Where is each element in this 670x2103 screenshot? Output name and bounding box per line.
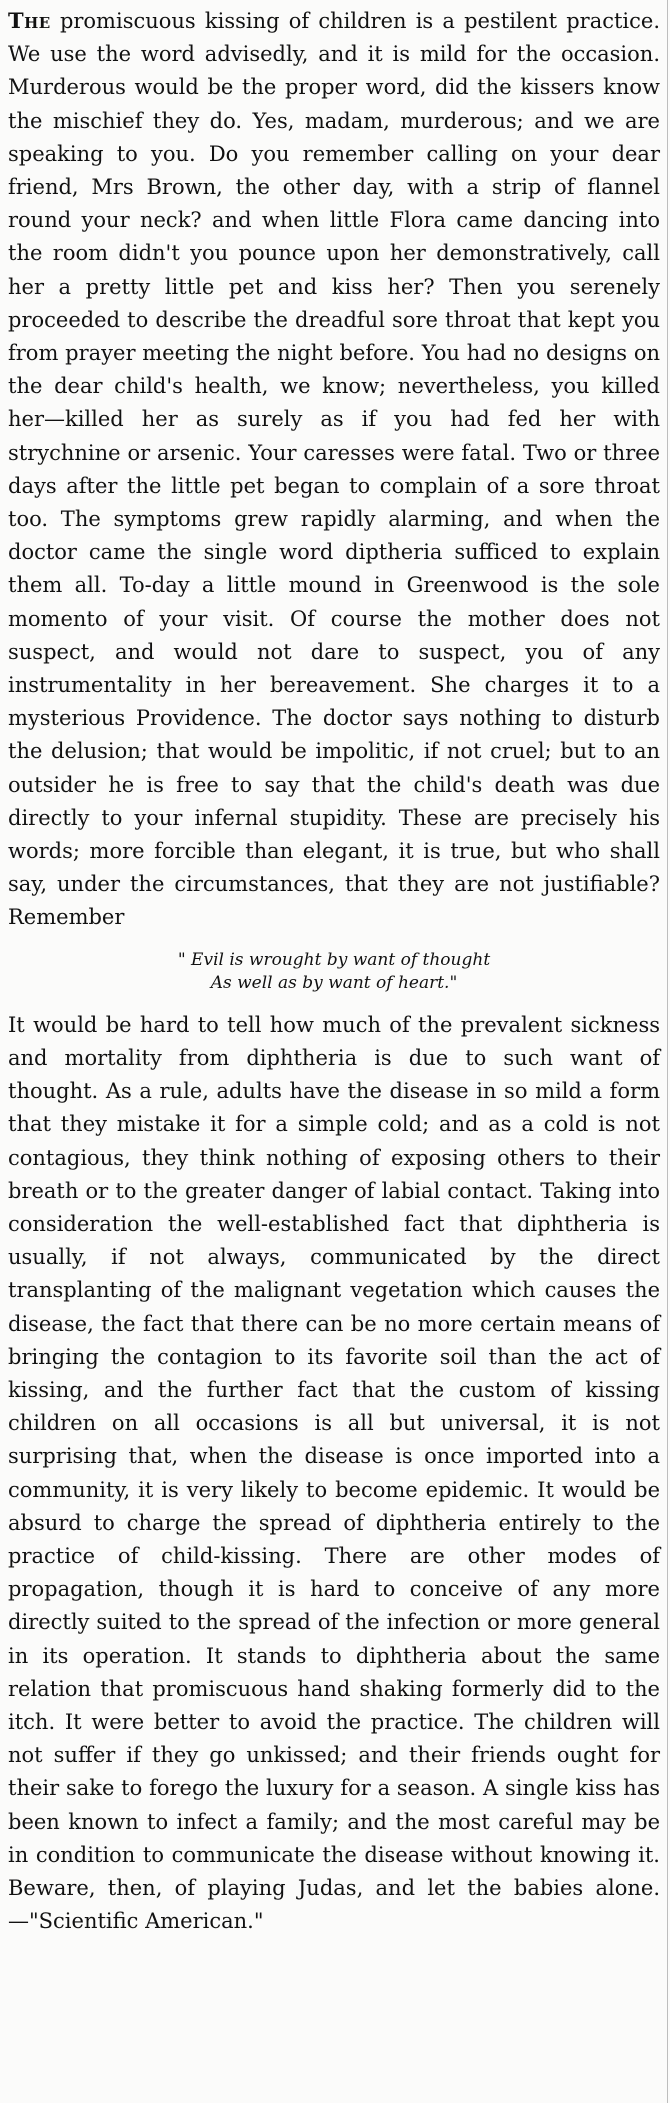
verse-quote xyxy=(8,949,660,995)
article-column xyxy=(8,4,660,1938)
column-rule xyxy=(667,0,668,2103)
quote-line-1: " Evil is wrought by want of thought xyxy=(177,949,491,970)
quote-line-2: As well as by want of heart." xyxy=(210,972,458,993)
paragraph-1-text: promiscuous kissing of children is a pestilent practice. We use the word advisedly, and it is mild for the occasion. Murderous would be the proper word, did the kissers know the mischief they do. Yes, madam, murderous; and we are speaking to you. Do you remember calling on your dear friend, Mrs Brown, the other day, with a strip of flannel round your neck? and when little Flora came dancing into the room didn't you pounce upon her demonstratively, call her a pretty little pet and kiss her? Then you serenely proceeded to describe the dreadful sore throat that kept you from prayer meeting the night before. You had no designs on the dear child's health, we know; nevertheless, you killed her—killed her as surely as if you had fed her with strychnine or arsenic. Your caresses were fatal. Two or three days after the little pet began to complain of a sore throat too. The symptoms grew rapidly alarming, and when the doctor came the single word diptheria sufficed to explain them all. To-day a little mound in Greenwood is the sole momento of your visit. Of course the mother does not suspect, and would not dare to suspect, you of any instrumentality in her bereavement. She charges it to a mysterious Providence. The doctor says nothing to disturb the delusion; that would be impolitic, if not cruel; but to an outsider he is free to say that the child's death was due directly to your infernal stupidity. These are precisely his words; more forcible than elegant, it is true, but who shall say, under the circumstances, that they are not justifiable? Remember xyxy=(8,9,660,930)
paragraph-2: It would be hard to tell how much of the prevalent sickness and mortality from diphtheria is due to such want of thought. As a rule, adults have the disease in so mild a form that they mistake it for a simple cold; and as a cold is not contagious, they think nothing of exposing others to their breath or to the greater danger of labial contact. Taking into consideration the well-established fact that diphtheria is usually, if not always, communicated by the direct transplanting of the malignant vegetation which causes the disease, the fact that there can be no more certain means of bringing the contagion to its favorite soil than the act of kissing, and the further fact that the custom of kissing children on all occasions is all but universal, it is not surprising that, when the disease is once imported into a community, it is very likely to become epidemic. It would be absurd to charge the spread of diphtheria entirely to the practice of child-kissing. There are other modes of propagation, though it is hard to conceive of any more directly suited to the spread of the infection or more general in its operation. It stands to diphtheria about the same relation that promiscuous hand shaking formerly did to the itch. It were better to avoid the practice. The children will not suffer if they go unkissed; and their friends ought for their sake to forego the luxury for a season. A single kiss has been known to infect a family; and the most careful may be in condition to communicate the disease without knowing it. Beware, then, of playing Judas, and let the babies alone.—"Scientific American." xyxy=(8,1012,660,1934)
lead-word: The xyxy=(8,8,51,33)
paragraph-1 xyxy=(8,4,660,935)
